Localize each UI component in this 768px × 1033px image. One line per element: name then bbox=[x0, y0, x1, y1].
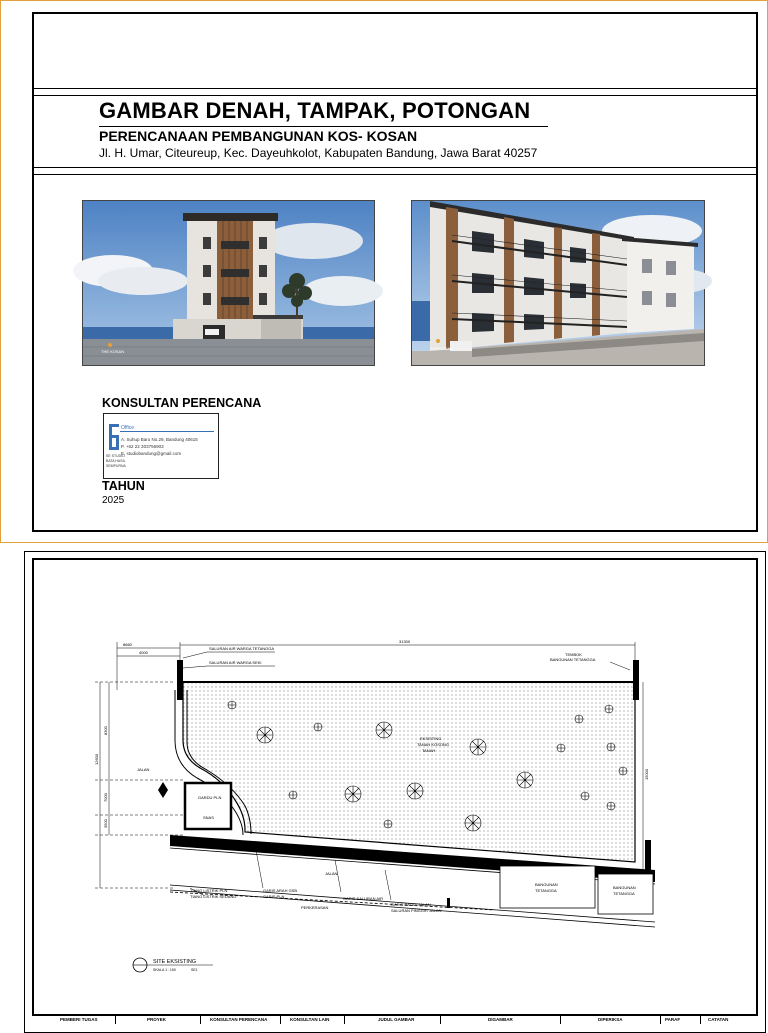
tree-icon-10 bbox=[619, 767, 627, 775]
drawing-title: GAMBAR DENAH, TAMPAK, POTONGAN bbox=[99, 98, 531, 123]
tb-proyek: PROYEK bbox=[147, 1017, 167, 1022]
tree-icon-16 bbox=[407, 783, 423, 799]
label-gardu-sub: SNAS bbox=[203, 815, 214, 820]
legend-scale: SKALA 1 : 150 bbox=[153, 968, 176, 972]
logo-phone: P. +62 22 303756903 bbox=[121, 444, 164, 449]
tree-icon-6 bbox=[575, 715, 583, 723]
note-tiang-listrik-1: TIANG LISTRIK PLN bbox=[190, 888, 228, 893]
site-plan-drawing bbox=[95, 630, 665, 980]
logo-caption-3: SEMPURNA bbox=[106, 464, 126, 468]
label-jalan-left: JALAN bbox=[137, 767, 150, 772]
site-legend bbox=[133, 958, 213, 972]
label-tanah: TANAH bbox=[422, 748, 436, 753]
label-perkerasan: PERKERASAN bbox=[301, 905, 329, 910]
note-saluran-tetangga: SALURAN AIR WARGA TETANGGA bbox=[209, 646, 275, 651]
cover-divider-top-2 bbox=[32, 95, 756, 96]
note-bangunan-tetangga: BANGUNAN TETANGGA bbox=[550, 657, 596, 662]
dim-right: 15000 bbox=[644, 768, 649, 780]
cover-divider-bottom-2 bbox=[32, 174, 756, 175]
dim-left-2: 8300 bbox=[103, 726, 108, 735]
cover-divider-top-1 bbox=[32, 88, 756, 89]
tb-sep-2 bbox=[200, 1015, 201, 1024]
note-tiang-listrik-2: TIANG LISTRIK SEDANG bbox=[190, 894, 237, 899]
note-garis-gsb: GARIS ARAH GSB bbox=[263, 888, 298, 893]
tb-sep-1 bbox=[115, 1015, 116, 1024]
legend-title: SITE EKSISTING bbox=[153, 959, 197, 965]
tree-icon-1 bbox=[228, 701, 236, 709]
year-value: 2025 bbox=[102, 495, 125, 506]
label-bangunan-2b: TETANGGA bbox=[613, 891, 635, 896]
project-subtitle: PERENCANAAN PEMBANGUNAN KOS- KOSAN bbox=[99, 128, 418, 144]
tb-konsultan-lain: KONSULTAN LAIN bbox=[290, 1017, 330, 1022]
tb-sep-8 bbox=[700, 1015, 701, 1024]
logo-caption-1: SE STUDIO bbox=[106, 454, 125, 458]
tb-sep-6 bbox=[560, 1015, 561, 1024]
project-address: Jl. H. Umar, Citeureup, Kec. Dayeuhkolot, Kabupaten Bandung, Jawa Barat 40257 bbox=[99, 146, 538, 160]
render-watermark-2: THE KOSAN bbox=[430, 346, 454, 351]
label-eksisting: EKSISTING bbox=[420, 736, 442, 741]
label-bangunan-1b: TETANGGA bbox=[535, 888, 557, 893]
tree-icon-5 bbox=[470, 739, 486, 755]
tree-icon-13 bbox=[607, 802, 615, 810]
tb-judul-gambar: JUDUL GAMBAR bbox=[378, 1017, 415, 1022]
logo-divider bbox=[120, 431, 214, 432]
consultant-label: KONSULTAN PERENCANA bbox=[102, 396, 262, 410]
dim-top-left-inner: 4000 bbox=[139, 650, 148, 655]
note-garis-saluran: GARIS SALURAN AIR bbox=[343, 896, 384, 901]
dim-left-3: 7000 bbox=[103, 793, 108, 802]
tb-digambar: DIGAMBAR bbox=[488, 1017, 513, 1022]
logo-office-label: Office bbox=[121, 425, 134, 431]
consultant-logo-mark-icon bbox=[107, 422, 121, 452]
note-saluran-seki: SALURAN AIR WARGA SEKI bbox=[209, 660, 262, 665]
tree-icon-3 bbox=[314, 723, 322, 731]
tree-icon-14 bbox=[289, 791, 297, 799]
note-saluran-pinggir: SALURAN PINGGIR JALAN bbox=[391, 908, 442, 913]
dim-top-main: 31300 bbox=[399, 639, 411, 644]
dim-top-left: 8660 bbox=[123, 642, 132, 647]
dim-left-4: 3500 bbox=[103, 819, 108, 828]
tree-icon-18 bbox=[465, 815, 481, 831]
note-garis-pln: GARIS PLN bbox=[263, 894, 285, 899]
label-jalan-bottom: JALAN bbox=[325, 871, 338, 876]
tb-konsultan-perencana: KONSULTAN PERENCANA bbox=[210, 1017, 268, 1022]
title-underline bbox=[99, 126, 548, 127]
render-watermark-1: THE KOSAN bbox=[101, 349, 125, 354]
tree-icon-9 bbox=[607, 743, 615, 751]
tb-sep-4 bbox=[344, 1015, 345, 1024]
neighbour-building-1 bbox=[500, 866, 595, 908]
gardu-pln-box bbox=[185, 783, 231, 829]
label-bangunan-2a: BANGUNAN bbox=[613, 885, 636, 890]
label-gardu-pln: GARDU PLN bbox=[198, 795, 222, 800]
logo-address: A. Suhup Baru No.29, Bandung 40615 bbox=[121, 437, 198, 442]
logo-email: E. studiobandung@gmail.com bbox=[121, 451, 182, 456]
tb-pemberi-tugas: PEMBERI TUGAS bbox=[60, 1017, 98, 1022]
tb-paraf: PARAF bbox=[665, 1017, 681, 1022]
render-front-photo bbox=[82, 200, 375, 366]
tree-icon-2 bbox=[257, 727, 273, 743]
logo-caption-2: BATA HASIL bbox=[106, 459, 126, 463]
note-tembok: TEMBOK bbox=[565, 652, 582, 657]
consultant-logo-card bbox=[103, 413, 219, 479]
label-bangunan-1a: BANGUNAN bbox=[535, 882, 558, 887]
tb-sep-5 bbox=[440, 1015, 441, 1024]
tb-diperiksa: DIPERIKSA bbox=[598, 1017, 623, 1022]
legend-code: SE1 bbox=[191, 968, 198, 972]
cover-divider-bottom-1 bbox=[32, 167, 756, 168]
tree-icon-15 bbox=[345, 786, 361, 802]
tb-sep-3 bbox=[280, 1015, 281, 1024]
note-batas-jalan: GARIS BATAS JALAN bbox=[391, 902, 431, 907]
site-boundary bbox=[183, 682, 635, 862]
tree-icon-8 bbox=[557, 744, 565, 752]
tree-icon-12 bbox=[581, 792, 589, 800]
tb-sep-7 bbox=[660, 1015, 661, 1024]
tree-icon-17 bbox=[384, 820, 392, 828]
year-label: TAHUN bbox=[102, 479, 145, 493]
tree-icon-11 bbox=[517, 772, 533, 788]
label-tanah-kosong: TANAH KOSONG bbox=[417, 742, 449, 747]
dim-left-1: 12600 bbox=[94, 753, 99, 765]
tb-catatan: CATATAN bbox=[708, 1017, 729, 1022]
tree-icon-7 bbox=[605, 705, 613, 713]
tree-icon-4 bbox=[376, 722, 392, 738]
render-perspective-photo bbox=[411, 200, 705, 366]
